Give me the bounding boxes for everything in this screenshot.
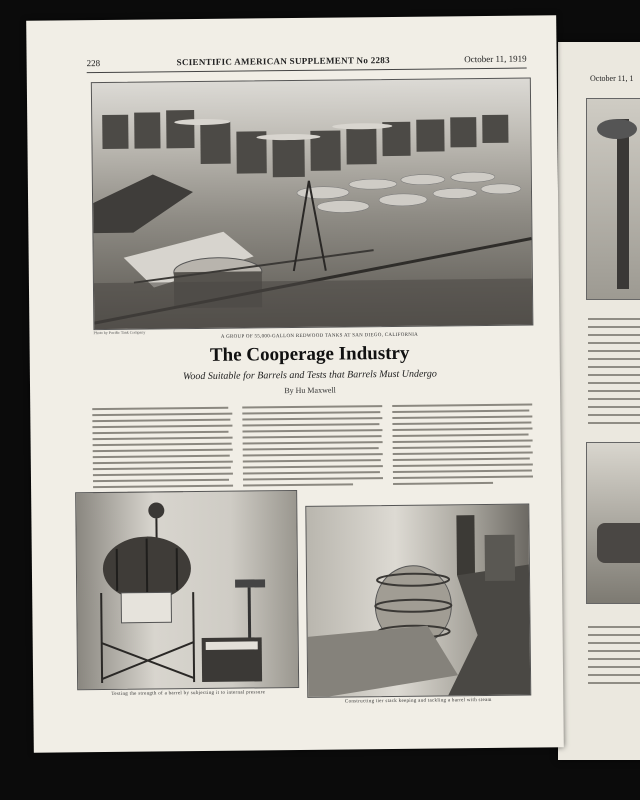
article-byline: By Hu Maxwell bbox=[284, 385, 336, 396]
adjacent-photo-machine bbox=[586, 98, 640, 300]
article-column-2 bbox=[242, 405, 383, 490]
article-column-3 bbox=[392, 404, 533, 489]
adjacent-photo-barrel bbox=[586, 442, 640, 604]
newspaper-page bbox=[26, 15, 564, 753]
issue-date: October 11, 1919 bbox=[464, 53, 527, 65]
left-photo-caption: Testing the strength of a barrel by subjecting it to internal pressure bbox=[111, 690, 266, 697]
photo-barrel-pressure-test bbox=[75, 490, 299, 690]
article-column-1 bbox=[92, 407, 233, 498]
adjacent-page bbox=[558, 42, 640, 760]
photo-redwood-tanks bbox=[91, 78, 534, 331]
page-header bbox=[87, 54, 527, 74]
article-title: The Cooperage Industry bbox=[209, 342, 410, 366]
publication-title: SCIENTIFIC AMERICAN SUPPLEMENT No 2283 bbox=[176, 54, 390, 68]
adjacent-page-header: October 11, 1 bbox=[590, 74, 634, 83]
article-subtitle: Wood Suitable for Barrels and Tests that Barrels Must Undergo bbox=[182, 368, 437, 383]
right-photo-caption: Constructing tier stack keeping and tackling a barrel with steam bbox=[344, 697, 492, 705]
page-number: 228 bbox=[86, 58, 101, 69]
top-photo-caption: A GROUP OF 55,000-GALLON REDWOOD TANKS AT SAN DIEGO, CALIFORNIA bbox=[220, 332, 419, 340]
photo-credit: Photo by Pacific Tank Company bbox=[93, 329, 146, 336]
photo-barrel-steaming bbox=[305, 504, 531, 698]
